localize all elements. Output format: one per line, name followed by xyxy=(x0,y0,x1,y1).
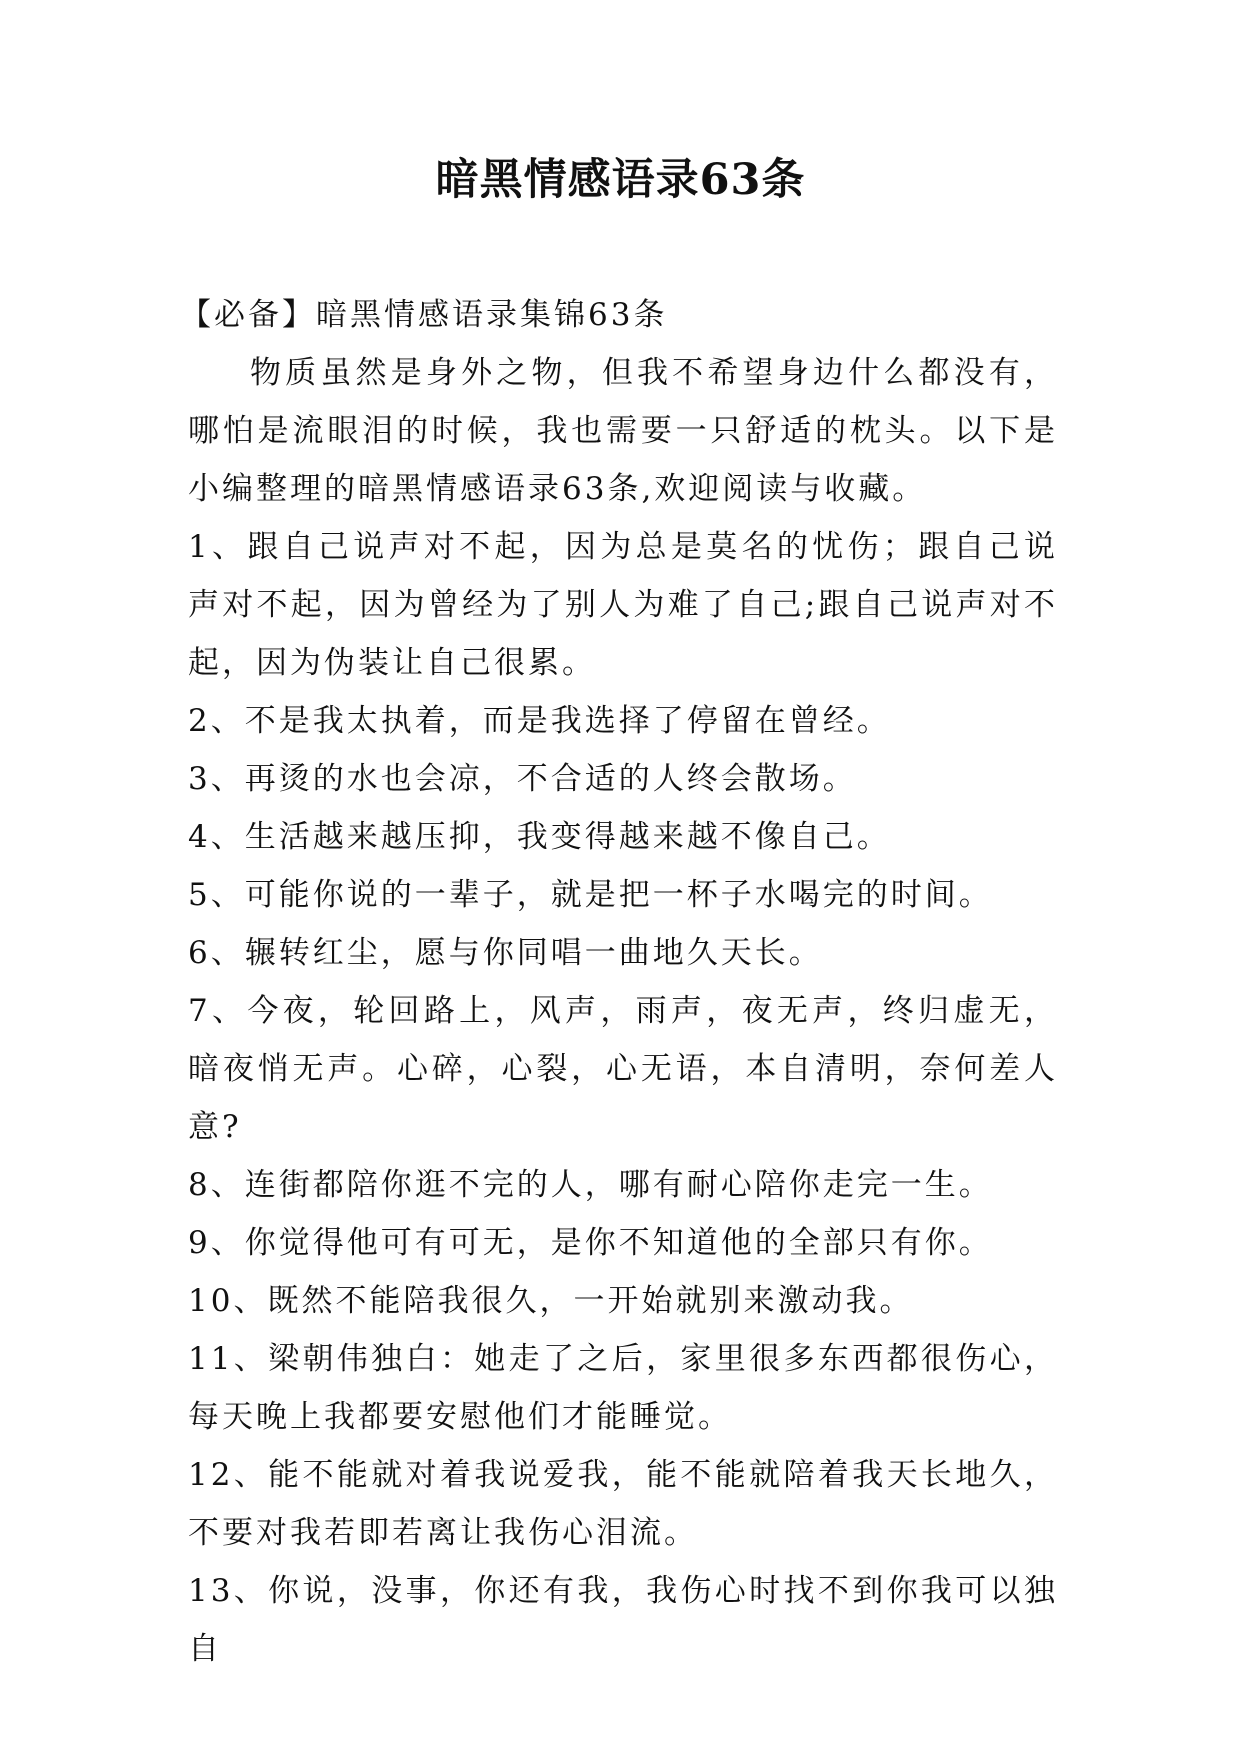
quote-item: 12、能不能就对着我说爱我，能不能就陪着我天长地久，不要对我若即若离让我伤心泪流。 xyxy=(188,1457,1058,1551)
quote-item: 11、梁朝伟独白：她走了之后，家里很多东西都很伤心，每天晚上我都要安慰他们才能睡觉。 xyxy=(188,1341,1058,1435)
document-subtitle: 【必备】暗黑情感语录集锦63条 xyxy=(180,297,668,333)
quote-item: 10、既然不能陪我很久，一开始就别来激动我。 xyxy=(188,1283,914,1319)
quote-item: 5、可能你说的一辈子，就是把一杯子水喝完的时间。 xyxy=(188,877,993,913)
quote-item: 13、你说，没事，你还有我，我伤心时找不到你我可以独自 xyxy=(188,1573,1058,1667)
quote-item: 6、辗转红尘，愿与你同唱一曲地久天长。 xyxy=(188,935,823,971)
document-title: 暗黑情感语录63条 xyxy=(435,155,806,205)
quote-item: 4、生活越来越压抑，我变得越来越不像自己。 xyxy=(188,819,891,855)
quote-item: 2、不是我太执着，而是我选择了停留在曾经。 xyxy=(188,703,891,739)
document-body xyxy=(180,286,1058,1678)
quote-item: 8、连街都陪你逛不完的人，哪有耐心陪你走完一生。 xyxy=(188,1167,993,1203)
quote-item: 1、跟自己说声对不起，因为总是莫名的忧伤；跟自己说声对不起，因为曾经为了别人为难了自己;跟自己说声对不起，因为伪装让自己很累。 xyxy=(188,529,1058,681)
quote-item: 9、你觉得他可有可无，是你不知道他的全部只有你。 xyxy=(188,1225,993,1261)
quote-item: 3、再烫的水也会凉，不合适的人终会散场。 xyxy=(188,761,857,797)
intro-paragraph: 物质虽然是身外之物，但我不希望身边什么都没有，哪怕是流眼泪的时候，我也需要一只舒适的枕头。以下是小编整理的暗黑情感语录63条,欢迎阅读与收藏。 xyxy=(188,355,1058,507)
quote-item: 7、今夜，轮回路上，风声，雨声，夜无声，终归虚无，暗夜悄无声。心碎，心裂，心无语，本自清明，奈何差人意? xyxy=(188,993,1058,1145)
